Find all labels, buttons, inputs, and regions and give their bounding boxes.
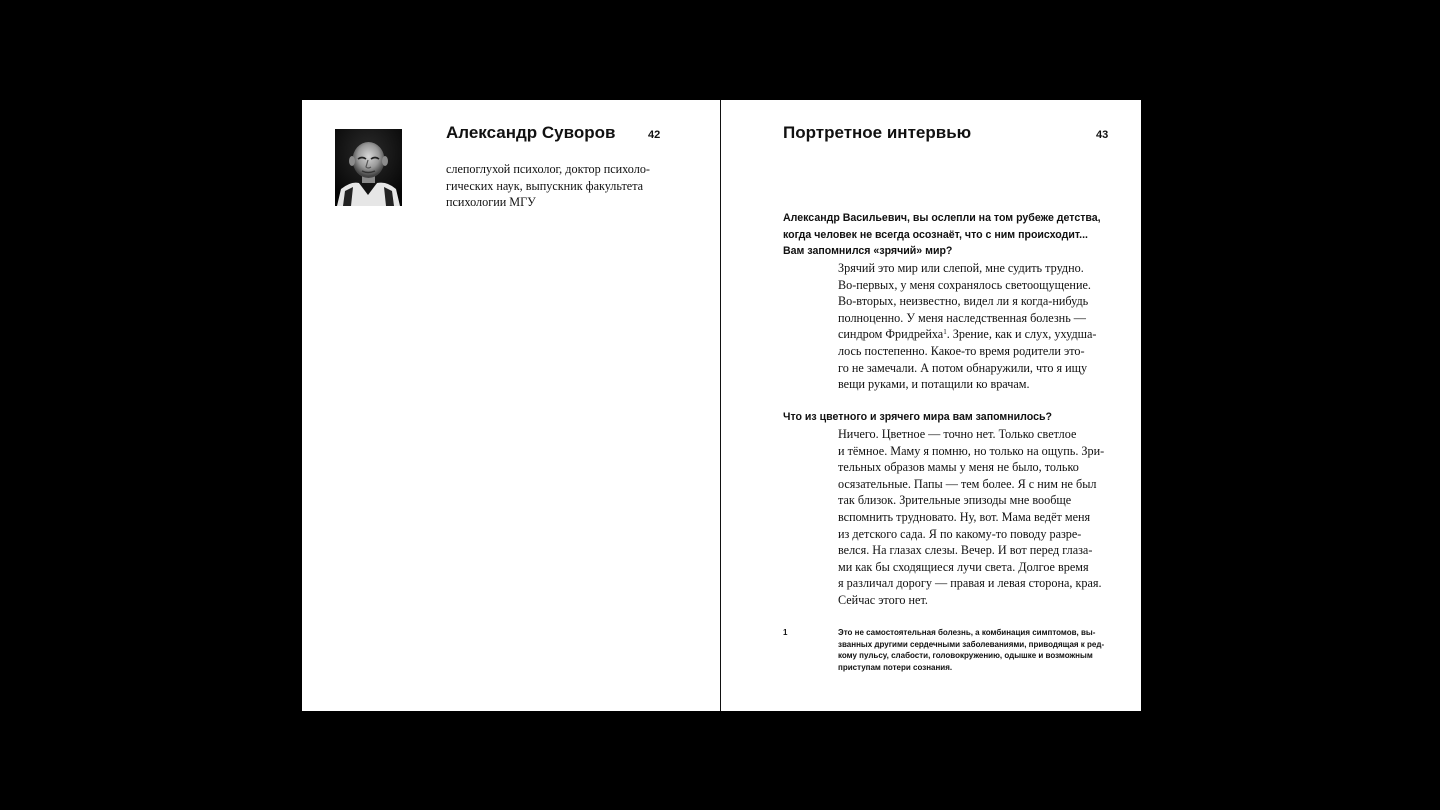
answer-line: Ничего. Цветное — точно нет. Только светлое	[838, 427, 1077, 441]
answer-line: го не замечали. А потом обнаружили, что я ищу	[838, 360, 1088, 375]
answer-line: так близок. Зрительные эпизоды мне вообще	[838, 493, 1072, 508]
footnote-line: Это не самостоятельная болезнь, а комбинация симптомов, вы-	[838, 628, 1096, 637]
section-title: Портретное интервью	[783, 123, 972, 142]
footnote-line: кому пульсу, слабости, головокружению, одышке и возможным	[838, 651, 1093, 661]
answer-2	[838, 426, 1110, 609]
bio-line: гических наук, выпускник факультета	[446, 178, 644, 193]
answer-line: я различал дорогу — правая и левая сторона, края.	[838, 576, 1102, 591]
answer-line: полноценно. У меня наследственная болезнь —	[838, 310, 1086, 325]
footnote-line: приступам потери сознания.	[838, 662, 953, 672]
question-2	[783, 409, 1052, 426]
answer-line: Во-первых, у меня сохранялось светоощущение.	[838, 277, 1091, 292]
bio-text	[446, 161, 674, 211]
answer-fragment: синдром Фридрейха	[838, 327, 944, 342]
answer-line: вещи руками, и потащили ко врачам.	[838, 377, 1030, 392]
portrait-photo	[335, 129, 402, 206]
right-page	[721, 100, 1141, 711]
answer-line: лось постепенно. Какое-то время родители это-	[838, 343, 1085, 358]
footnote-line: званных другими сердечными заболеваниями, приводящая к ред-	[838, 639, 1105, 649]
answer-line: из детского сада. Я по какому-то поводу разре-	[838, 526, 1082, 541]
answer-line-with-footnote: синдром Фридрейха$^1$. Зрение, как и слух, ухудша-	[838, 327, 1097, 342]
question-line: когда человек не всегда осознаёт, что с ним происходит...	[783, 228, 1088, 241]
answer-fragment: Зрение, как и слух, ухудша-	[952, 327, 1097, 342]
bio-line: психологии МГУ	[446, 195, 536, 210]
question-line: Что из цветного и зрячего мира вам запомнилось?	[783, 411, 1052, 423]
answer-1	[838, 260, 1110, 393]
answer-line: тельных образов мамы у меня не было, только	[838, 460, 1079, 475]
book-spread	[302, 100, 1141, 711]
person-name: Александр Суворов	[446, 123, 616, 142]
question-1	[783, 210, 1101, 260]
answer-line: и тёмное. Маму я помню, но только на ощупь. Зри-	[838, 443, 1105, 458]
footnote-text	[838, 627, 1110, 673]
answer-line: Во-вторых, неизвестно, видел ли я когда-нибудь	[838, 294, 1089, 309]
bio-line: слепоглухой психолог, доктор психоло-	[446, 162, 650, 176]
answer-line: Сейчас этого нет.	[838, 592, 928, 607]
answer-line: ми как бы сходящиеся лучи света. Долгое время	[838, 559, 1089, 574]
answer-line: вспомнить трудновато. Ну, вот. Мама ведёт меня	[838, 509, 1091, 524]
left-page	[302, 100, 720, 711]
portrait-photo-illustration	[335, 129, 402, 206]
answer-line: осязательные. Папы — тем более. Я с ним не был	[838, 476, 1097, 491]
page-number-left: 42	[648, 129, 661, 141]
question-line: Александр Васильевич, вы ослепли на том рубеже детства,	[783, 212, 1101, 224]
answer-line: велся. На глазах слезы. Вечер. И вот перед глаза-	[838, 543, 1093, 558]
page-number-right: 43	[1096, 129, 1109, 141]
answer-line: Зрячий это мир или слепой, мне судить трудно.	[838, 261, 1084, 275]
question-line: Вам запомнился «зрячий» мир?	[783, 245, 953, 258]
footnote-reference[interactable]: 1	[943, 328, 947, 337]
footnote-number: 1	[783, 628, 788, 637]
